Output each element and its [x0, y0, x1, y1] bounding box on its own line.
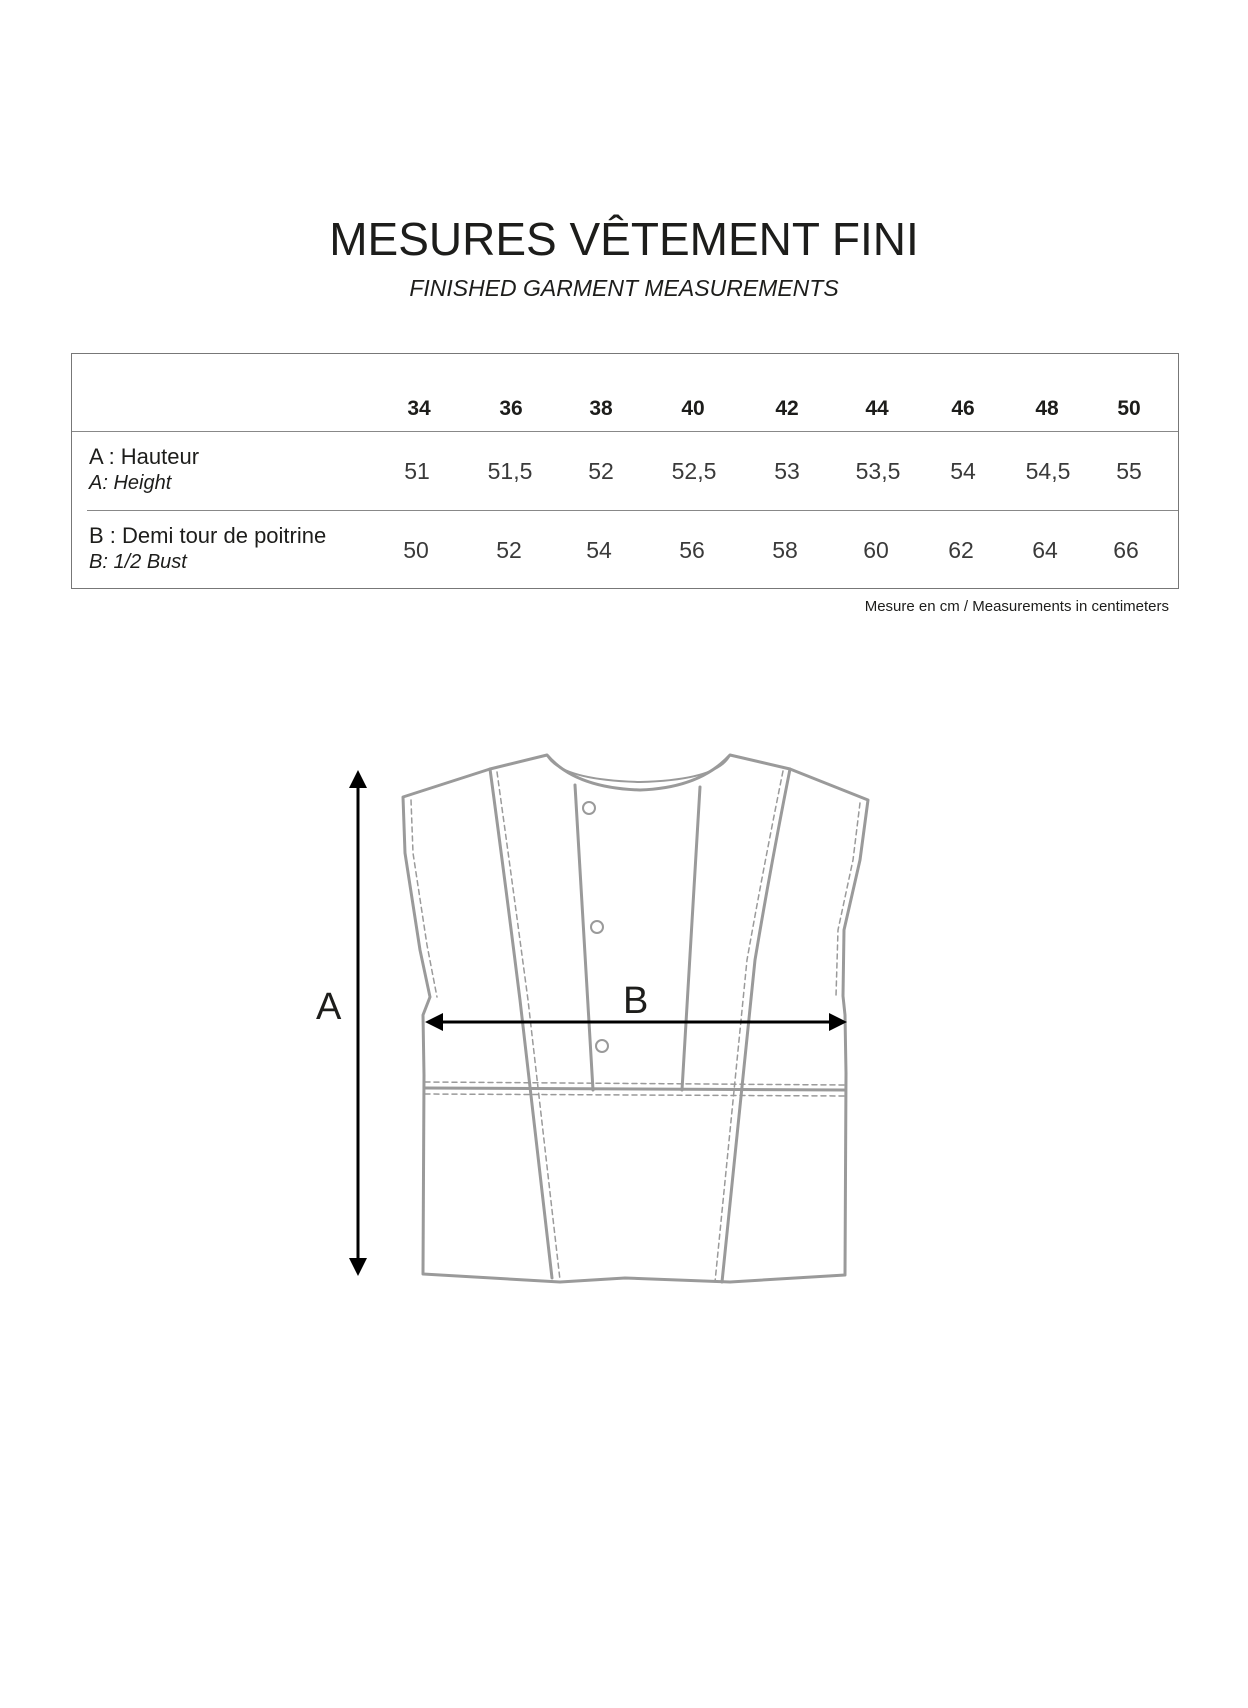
table-cell: 54,5: [1025, 458, 1071, 484]
size-header: 40: [681, 397, 705, 420]
size-header: 46: [951, 397, 975, 420]
table-cell: 50: [403, 537, 429, 563]
size-header: 36: [499, 397, 523, 420]
table-cell: 53,5: [855, 458, 901, 484]
table-cell: 62: [948, 537, 974, 563]
table-cell: 52: [496, 537, 522, 563]
size-header: 50: [1117, 397, 1141, 420]
page-subtitle: FINISHED GARMENT MEASUREMENTS: [409, 275, 839, 301]
table-cell: 58: [772, 537, 798, 563]
row-label-height-en: A: Height: [89, 472, 172, 494]
height-label: A: [316, 986, 342, 1028]
row-label-bust-en: B: 1/2 Bust: [89, 551, 187, 573]
table-cell: 54: [586, 537, 612, 563]
table-cell: 51,5: [487, 458, 533, 484]
units-note: Mesure en cm / Measurements in centimeters: [864, 598, 1169, 615]
table-cell: 54: [950, 458, 976, 484]
page-title: MESURES VÊTEMENT FINI: [329, 213, 919, 265]
table-cell: 53: [774, 458, 800, 484]
table-cell: 64: [1032, 537, 1058, 563]
size-header: 44: [865, 397, 889, 420]
table-cell: 60: [863, 537, 889, 563]
table-cell: 55: [1116, 458, 1142, 484]
table-cell: 51: [404, 458, 430, 484]
row-label-bust: B : Demi tour de poitrine: [89, 523, 327, 548]
height-arrow: [349, 770, 367, 1276]
bust-label: B: [623, 980, 649, 1022]
table-cell: 66: [1113, 537, 1139, 563]
size-header: 48: [1035, 397, 1059, 420]
size-header: 34: [407, 397, 431, 420]
size-header: 42: [775, 397, 799, 420]
table-cell: 52: [588, 458, 614, 484]
table-cell: 52,5: [671, 458, 717, 484]
row-label-height: A : Hauteur: [89, 444, 200, 469]
table-cell: 56: [679, 537, 705, 563]
size-header: 38: [589, 397, 613, 420]
